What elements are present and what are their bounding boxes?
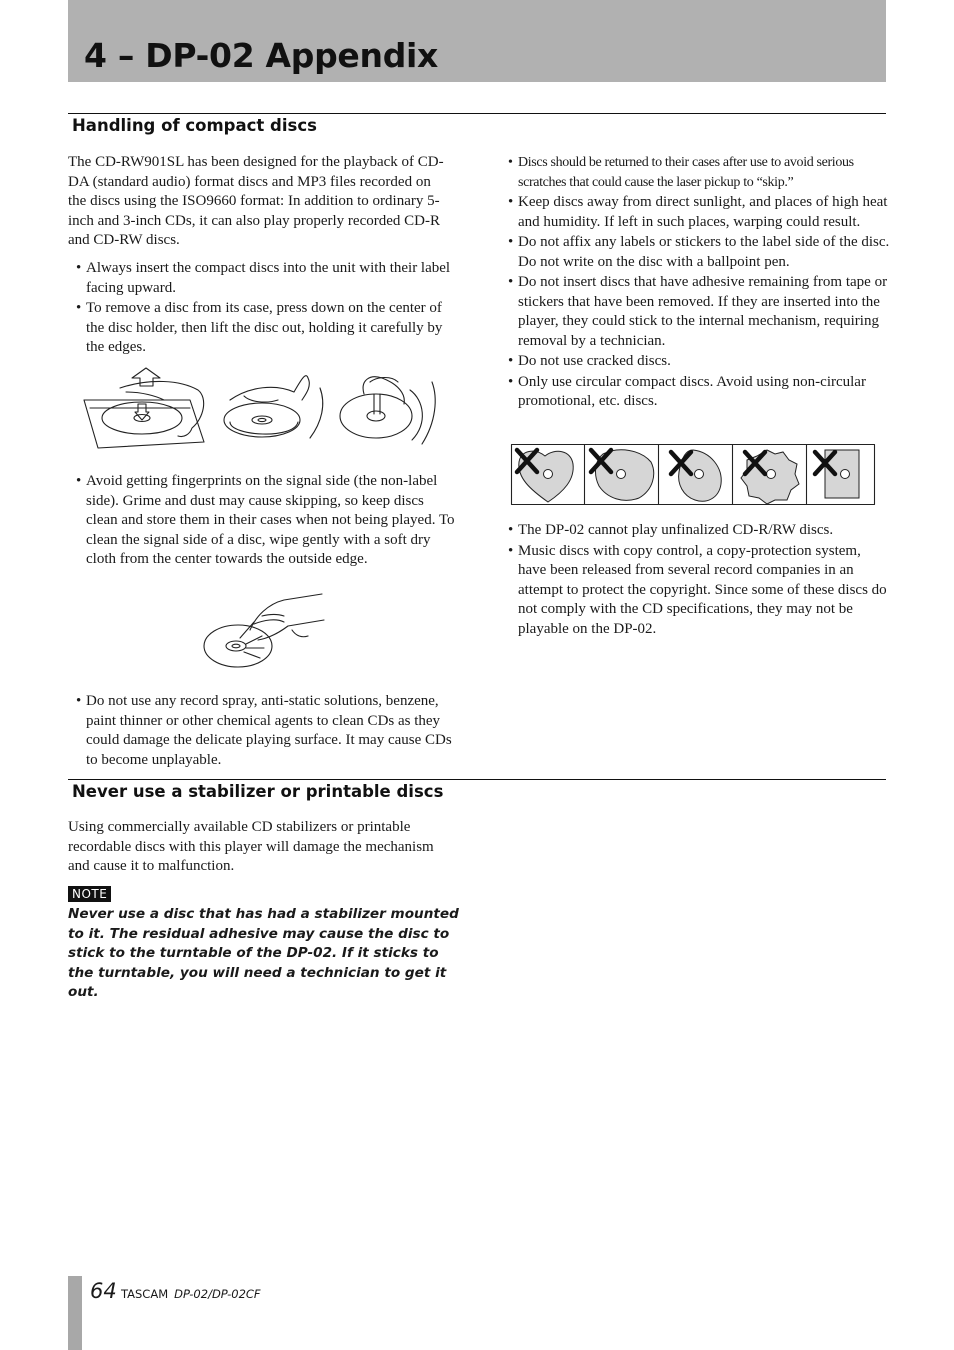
list-item: • Always insert the compact discs into the unit with their label facing upward. — [68, 259, 458, 298]
section-title-stabilizer: Never use a stabilizer or printable discs — [72, 782, 444, 801]
non-circular-discs-figure — [511, 444, 875, 506]
disc-removal-illustration — [80, 364, 440, 452]
list-item: • Only use circular compact discs. Avoid using non-circular promotional, etc. discs. — [500, 373, 890, 412]
heart-disc-icon — [517, 450, 573, 502]
list-item: • Music discs with copy control, a copy-protection system, have been released from several record companies in an attempt to protect the copyright. Since some of these discs do not comply with the CD specifications, they may not be playable on the DP-02. — [500, 542, 890, 640]
intro-paragraph: The CD-RW901SL has been designed for the playback of CD-DA (standard audio) format discs and MP3 files recorded on the discs using the ISO9660 format: In addition to ordinary 5-inch and 3-inch CDs, it can also play properly recorded CD-R and CD-RW discs. — [68, 154, 444, 248]
list-item: • Keep discs away from direct sunlight, and places of high heat and humidity. If left in such places, warping could result. — [500, 193, 890, 232]
press-center-figure — [340, 377, 435, 444]
note-text: Never use a disc that has had a stabilizer mounted to it. The residual adhesive may cause the disc to stick to the turntable of the DP-02. If it sticks to the turntable, you will need a technician to get it out. — [68, 906, 459, 1001]
bullet-list-fingerprints — [68, 472, 458, 571]
card-disc-icon — [815, 450, 859, 498]
section-rule-handling — [68, 113, 886, 114]
chapter-title: 4 – DP-02 Appendix — [84, 36, 439, 75]
disc-cleaning-illustration — [200, 592, 330, 672]
page-number: 64 — [90, 1279, 117, 1303]
case-hand-figure — [84, 368, 204, 448]
cog-disc-icon — [741, 450, 799, 504]
list-item: • Do not affix any labels or stickers to the label side of the disc. Do not write on the disc with a ballpoint pen. — [500, 233, 890, 272]
footer-brand: TASCAM — [121, 1287, 169, 1301]
list-item: • To remove a disc from its case, press down on the center of the disc holder, then lift the disc out, holding it carefully by the edges. — [68, 299, 458, 358]
lift-disc-figure — [224, 376, 323, 438]
list-item: • Discs should be returned to their cases after use to avoid serious scratches that could cause the laser pickup to “skip.” — [500, 153, 890, 192]
bullet-list-care — [500, 153, 890, 413]
section-rule-stabilizer — [68, 779, 886, 780]
footer-model: DP-02/DP-02CF — [174, 1287, 261, 1301]
section-title-handling: Handling of compact discs — [72, 116, 317, 135]
list-item: • Do not insert discs that have adhesive remaining from tape or stickers that have been removed. If they are inserted into the player, they could stick to the internal mechanism, requiring removal by a technician. — [500, 273, 890, 351]
list-item: • Avoid getting fingerprints on the signal side (the non-label side). Grime and dust may cause skipping, so keep discs clean and store them in their cases when not being played. To clean the signal side of a disc, wipe gently with a soft dry cloth from the center towards the outside edge. — [68, 472, 458, 570]
list-item: • The DP-02 cannot play unfinalized CD-R/RW discs. — [500, 521, 890, 541]
list-item: • Do not use cracked discs. — [500, 352, 890, 372]
oval-disc-icon — [671, 450, 721, 501]
bullet-list-unplayable — [500, 521, 890, 640]
bullet-list-chemicals — [68, 692, 458, 771]
bullet-list-insert-remove — [68, 259, 458, 359]
footer-bar — [68, 1276, 82, 1350]
irregular-disc-icon — [591, 450, 654, 501]
chapter-header-band — [68, 0, 886, 82]
list-item: • Do not use any record spray, anti-static solutions, benzene, paint thinner or other chemical agents to clean CDs as they could damage the delicate playing surface. It may cause CDs to become unplayable. — [68, 692, 458, 770]
footer-product-name — [121, 1286, 261, 1302]
stabilizer-paragraph: Using commercially available CD stabilizers or printable recordable discs with this player will damage the mechanism and cause it to malfunction. — [68, 819, 434, 874]
note-badge: NOTE — [68, 886, 111, 902]
